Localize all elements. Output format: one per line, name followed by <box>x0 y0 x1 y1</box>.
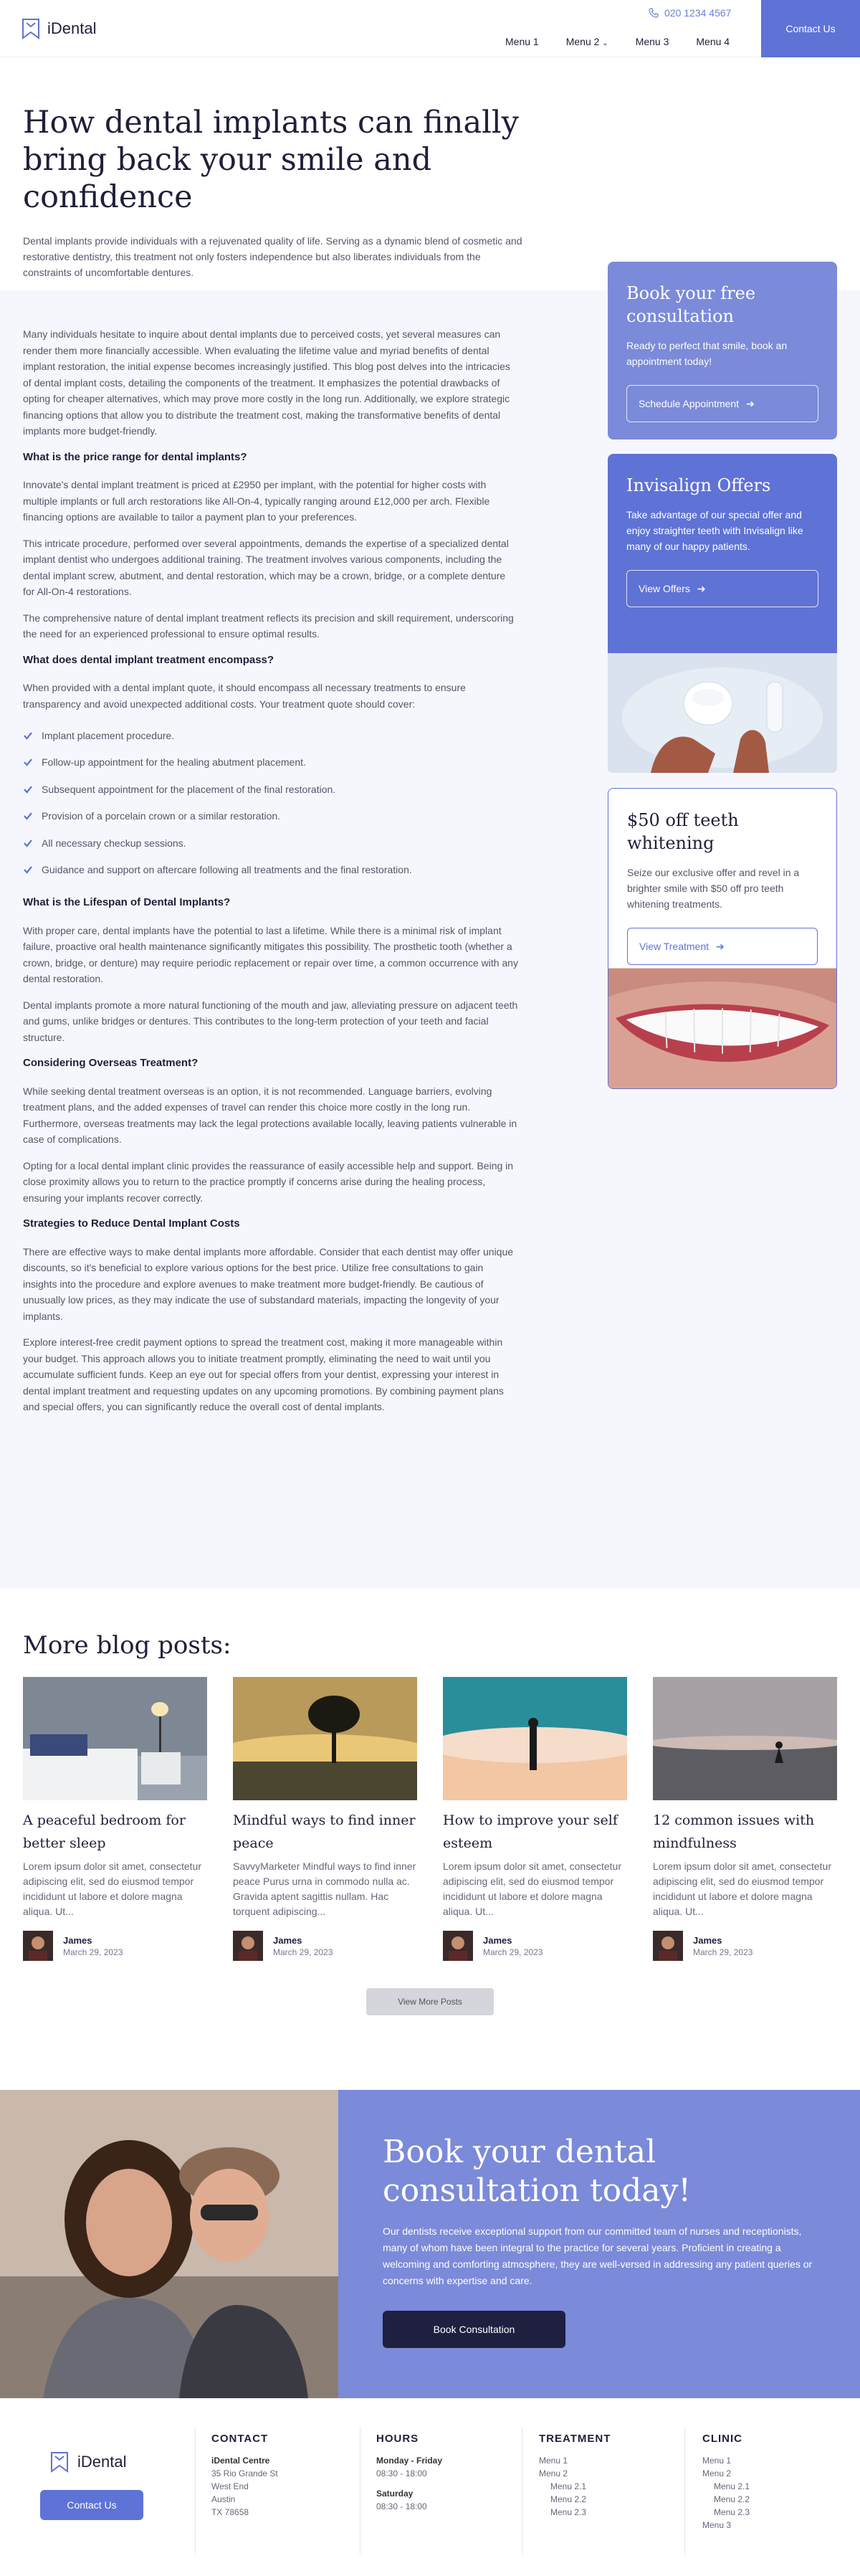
list-item <box>23 857 519 884</box>
smiling-friends-image <box>0 2090 338 2398</box>
post-date: March 29, 2023 <box>693 1947 753 1957</box>
card-text: Take advantage of our special offer and enjoy straighter teeth with Invisalign like many of our happy patients. <box>626 509 803 552</box>
list-item <box>23 803 519 830</box>
cta-title: Book your dental consultation today! <box>383 2134 692 2209</box>
site-header <box>0 0 860 57</box>
post-title: 12 common issues with mindfulness <box>653 1812 815 1851</box>
list-item-text: Provision of a porcelain crown or a similar restoration. <box>42 810 281 822</box>
check-icon <box>23 838 33 848</box>
author-name: James <box>483 1934 512 1946</box>
list-item <box>23 749 519 776</box>
check-icon <box>23 811 33 821</box>
clinic-name: iDental Centre <box>211 2456 270 2466</box>
footer-heading: CONTACT <box>211 2433 269 2445</box>
checklist <box>23 722 519 883</box>
card-text: Seize our exclusive offer and revel in a brighter smile with $50 off pro teeth whitening treatments. <box>627 867 800 910</box>
footer-heading: HOURS <box>376 2433 419 2445</box>
author-name: James <box>273 1934 302 1946</box>
blog-post-card[interactable] <box>233 1677 417 1961</box>
logo[interactable] <box>22 18 96 39</box>
footer-link[interactable]: Menu 2 <box>539 2468 568 2478</box>
post-date: March 29, 2023 <box>273 1947 333 1957</box>
address-line: West End <box>211 2481 249 2491</box>
list-item-text: Implant placement procedure. <box>42 729 175 741</box>
bookmark-tooth-icon <box>50 2451 69 2473</box>
list-item-text: Subsequent appointment for the placement of the final restoration. <box>42 783 336 795</box>
footer-contact <box>211 2433 278 2519</box>
button-label: View Offers <box>639 583 690 594</box>
hours-day: Monday - Friday <box>376 2456 443 2466</box>
card-title: Book your free consultation <box>626 283 756 326</box>
check-icon <box>23 784 33 794</box>
avatar <box>653 1931 683 1961</box>
card-text: Ready to perfect that smile, book an appointment today! <box>626 340 788 367</box>
footer-link[interactable]: Menu 2.2 <box>714 2494 750 2504</box>
avatar <box>233 1931 263 1961</box>
arrow-right-icon: ➔ <box>746 397 755 409</box>
check-icon <box>23 757 33 767</box>
post-excerpt: Lorem ipsum dolor sit amet, consectetur adipiscing elit, sed do eiusmod tempor incididunt ut labore et dolore magna aliqua. Ut... <box>23 1860 201 1917</box>
button-label: Schedule Appointment <box>639 398 740 409</box>
post-excerpt: Lorem ipsum dolor sit amet, consectetur adipiscing elit, sed do eiusmod tempor incididunt ut labore et dolore magna aliqua. Ut... <box>653 1860 831 1917</box>
post-image-bedroom <box>23 1677 207 1800</box>
whitening-card <box>608 788 837 1089</box>
divider <box>195 2427 196 2554</box>
book-consultation-button[interactable]: Book Consultation <box>383 2311 565 2348</box>
article-heading: What does dental implant treatment encompass? <box>23 653 274 666</box>
avatar <box>23 1931 53 1961</box>
hours-time: 08:30 - 18:00 <box>376 2468 427 2478</box>
arrow-right-icon: ➔ <box>716 940 725 952</box>
article-paragraph: Many individuals hesitate to inquire about dental implants due to perceived costs, yet several measures can render them more financially accessible. When evaluating the lifetime value and myriad benefits of dental implant restoration, the initial expense becomes increasingly justified. This blog post delves into the intricacies of dental implant costs, detailing the components of the treatment. It emphasizes the potential drawbacks of opting for cheaper alternatives, which may prove more costly in the long run. Additionally, we explore strategic financing options that allow you to distribute the treatment cost, making the transformative benefits of dental implants more budget-friendly. <box>23 328 510 437</box>
post-title: A peaceful bedroom for better sleep <box>23 1812 186 1851</box>
article-heading: What is the price range for dental implants? <box>23 450 247 463</box>
nav-menu-2-label: Menu 2 <box>565 36 600 47</box>
article-paragraph: Opting for a local dental implant clinic provides the reassurance of easily accessible help and support. Being in close proximity allows you to return to the practice promptly if concerns arise during the healing process, ensuring your implants recover correctly. <box>23 1159 514 1204</box>
author-name: James <box>63 1934 92 1946</box>
chevron-down-icon: ⌄ <box>602 39 608 47</box>
logo-text: iDental <box>47 19 97 37</box>
cta-text: Our dentists receive exceptional support from our committed team of nurses and receptionists, many of whom have been integral to the practice for several years. Proficient in creating a welcoming and comforting atmosphere, they are well-versed in addressing any patient queries or concerns with expertise and care. <box>383 2225 813 2286</box>
post-list <box>23 1677 837 1961</box>
post-image-tree <box>233 1677 417 1800</box>
more-blog-posts <box>0 1588 860 2090</box>
card-title: Invisalign Offers <box>626 475 771 495</box>
article-heading: Considering Overseas Treatment? <box>23 1057 199 1069</box>
footer-contact-button[interactable]: Contact Us <box>40 2490 143 2520</box>
footer-heading: CLINIC <box>702 2433 742 2445</box>
check-icon <box>23 731 33 741</box>
list-item-text: All necessary checkup sessions. <box>42 837 186 849</box>
post-date: March 29, 2023 <box>63 1947 123 1957</box>
footer-link[interactable]: Menu 1 <box>702 2456 732 2466</box>
footer-treatment <box>539 2433 611 2519</box>
consultation-cta <box>0 2090 860 2398</box>
article-paragraph: There are effective ways to make dental implants more affordable. Consider that each dentist may offer unique discounts, so it's beneficial to explore various options for the best price. Utilize free consultations to gain insights into the procedure and explore avenues to make treatment more budget-friendly. Be cautious of unusually low prices, as they may indicate the use of substandard materials, impacting the longevity of your implants. <box>23 1245 514 1322</box>
article-paragraph: Dental implants promote a more natural functioning of the mouth and jaw, alleviating pressure on adjacent teeth and gums, unlike bridges or dentures. This contributes to the long-term protection of your teeth and facial structure. <box>23 999 518 1043</box>
invisalign-image <box>608 653 837 773</box>
footer-link[interactable]: Menu 2.3 <box>550 2507 587 2517</box>
check-icon <box>23 865 33 875</box>
footer-heading: TREATMENT <box>539 2433 611 2445</box>
site-footer <box>0 2398 860 2554</box>
section-title: More blog posts: <box>23 1631 231 1660</box>
card-title: $50 off teeth whitening <box>627 810 739 853</box>
consultation-card <box>608 262 837 439</box>
nav-menu-3[interactable]: Menu 3 <box>635 36 669 47</box>
list-item <box>23 722 519 749</box>
footer-link[interactable]: Menu 2.2 <box>550 2494 587 2504</box>
article-paragraph: With proper care, dental implants have the potential to last a lifetime. While there is a minimal risk of implant failure, proactive oral health maintenance significantly mitigates this possibility. The prosthetic tooth (whether a crown, bridge, or denture) may require periodic replacement or repair over time, a common occurrence with any dental restoration. <box>23 924 518 984</box>
article-paragraph: Explore interest-free credit payment options to spread the treatment cost, making it more manageable within your budget. This approach allows you to initiate treatment promptly, eliminating the need to wait until you accumulate sufficient funds. Keep an eye out for special offers from your dentist, expressing your interest in dental implant treatment and requesting updates on any upcoming promotions. By combining payment plans and special offers, you can significantly reduce the overall cost of dental implants. <box>23 1336 504 1412</box>
list-item <box>23 776 519 803</box>
post-author <box>653 1931 837 1961</box>
hero-intro: Dental implants provide individuals with a rejuvenated quality of life. Serving as a dynamic blend of cosmetic and restorative dentistry, this treatment not only fosters independence but also liberates individuals from the constraints of uncomfortable dentures. <box>23 235 522 278</box>
footer-clinic <box>702 2433 750 2532</box>
post-author <box>233 1931 417 1961</box>
article-paragraph: While seeking dental treatment overseas is an option, it is not recommended. Language barriers, evolving treatment plans, and the added expenses of travel can render this choice more costly in the long run. Furthermore, overseas treatments may lack the legal protections available locally, leaving patients vulnerable in case of complications. <box>23 1085 517 1145</box>
article-paragraph: When provided with a dental implant quote, it should encompass all necessary treatments to ensure transparency and avoid unexpected additional costs. Your treatment quote should cover: <box>23 682 466 710</box>
contact-us-button[interactable]: Contact Us <box>761 0 860 57</box>
post-image-beach <box>653 1677 837 1800</box>
arrow-right-icon: ➔ <box>697 582 706 594</box>
list-item-text: Follow-up appointment for the healing abutment placement. <box>42 756 306 768</box>
main-nav <box>505 36 730 47</box>
hours-time: 08:30 - 18:00 <box>376 2501 427 2511</box>
hero <box>0 57 860 290</box>
article-paragraph: The comprehensive nature of dental implant treatment reflects its precision and skill requirement, underscoring the need for an experienced professional to ensure optimal results. <box>23 612 514 640</box>
view-offers-button[interactable] <box>626 570 818 607</box>
footer-link[interactable]: Menu 2 <box>702 2468 732 2478</box>
blog-post-card[interactable] <box>443 1677 627 1961</box>
nav-menu-4[interactable]: Menu 4 <box>696 36 730 47</box>
article-paragraph: This intricate procedure, performed over several appointments, demands the expertise of a specialized dental implant dentist who undergoes additional training. The treatment involves various components, including the dental implant screw, abutment, and dental restoration, which may be a crown, bridge, or a complete denture for All-On-4 restorations. <box>23 537 509 597</box>
view-more-posts-button[interactable]: View More Posts <box>366 1988 494 2015</box>
blog-post-card[interactable] <box>653 1677 837 1961</box>
footer-logo[interactable] <box>50 2451 126 2473</box>
address-line: 35 Rio Grande St <box>211 2468 278 2478</box>
author-name: James <box>693 1934 722 1946</box>
phone-link[interactable] <box>649 7 731 19</box>
post-author <box>443 1931 627 1961</box>
list-item-text: Guidance and support on aftercare following all treatments and the final restoration. <box>42 864 412 875</box>
page-title: How dental implants can finally bring back your smile and confidence <box>23 105 519 215</box>
phone-number: 020 1234 4567 <box>664 7 732 19</box>
footer-link[interactable]: Menu 2.1 <box>550 2481 587 2491</box>
blog-post-card[interactable] <box>23 1677 207 1961</box>
button-label: View Treatment <box>639 941 710 952</box>
hours-day: Saturday <box>376 2489 414 2499</box>
phone-icon <box>649 8 659 18</box>
content-area <box>0 283 860 1588</box>
article-body <box>23 326 519 1425</box>
list-item <box>23 830 519 857</box>
smile-image <box>608 968 836 1089</box>
schedule-appointment-button[interactable] <box>626 385 818 422</box>
avatar <box>443 1931 473 1961</box>
article-heading: What is the Lifespan of Dental Implants? <box>23 896 231 908</box>
nav-menu-2[interactable] <box>566 36 608 47</box>
post-date: March 29, 2023 <box>483 1947 543 1957</box>
footer-link[interactable]: Menu 1 <box>539 2456 568 2466</box>
bookmark-tooth-icon <box>22 18 40 39</box>
address-line: TX 78658 <box>211 2507 249 2517</box>
invisalign-card <box>608 454 837 773</box>
footer-hours <box>376 2433 442 2513</box>
view-treatment-button[interactable] <box>627 928 818 965</box>
footer-link[interactable]: Menu 2.1 <box>714 2481 750 2491</box>
post-title: How to improve your self esteem <box>443 1812 618 1851</box>
post-author <box>23 1931 207 1961</box>
cta-panel <box>338 2090 860 2398</box>
article-heading: Strategies to Reduce Dental Implant Costs <box>23 1217 240 1230</box>
logo-text: iDental <box>77 2453 127 2471</box>
address-line: Austin <box>211 2494 236 2504</box>
post-image-silhouette <box>443 1677 627 1800</box>
post-title: Mindful ways to find inner peace <box>233 1812 416 1851</box>
nav-menu-1[interactable]: Menu 1 <box>505 36 539 47</box>
footer-link[interactable]: Menu 2.3 <box>714 2507 750 2517</box>
post-excerpt: SavvyMarketer Mindful ways to find inner peace Purus urna in commodo nulla ac. Gravida aptent sagittis nullam. Hac torquent adipiscing... <box>233 1860 416 1917</box>
post-excerpt: Lorem ipsum dolor sit amet, consectetur adipiscing elit, sed do eiusmod tempor incididunt ut labore et dolore magna aliqua. Ut... <box>443 1860 621 1917</box>
article-paragraph: Innovate's dental implant treatment is priced at £2950 per implant, with the potential for higher costs with multiple implants or full arch restorations like All-On-4, typically ranging around £12,000 per arch. Flexible financing options are available to tailor a payment plan to your preferences. <box>23 479 490 523</box>
divider <box>684 2427 685 2554</box>
footer-link[interactable]: Menu 3 <box>702 2520 732 2530</box>
